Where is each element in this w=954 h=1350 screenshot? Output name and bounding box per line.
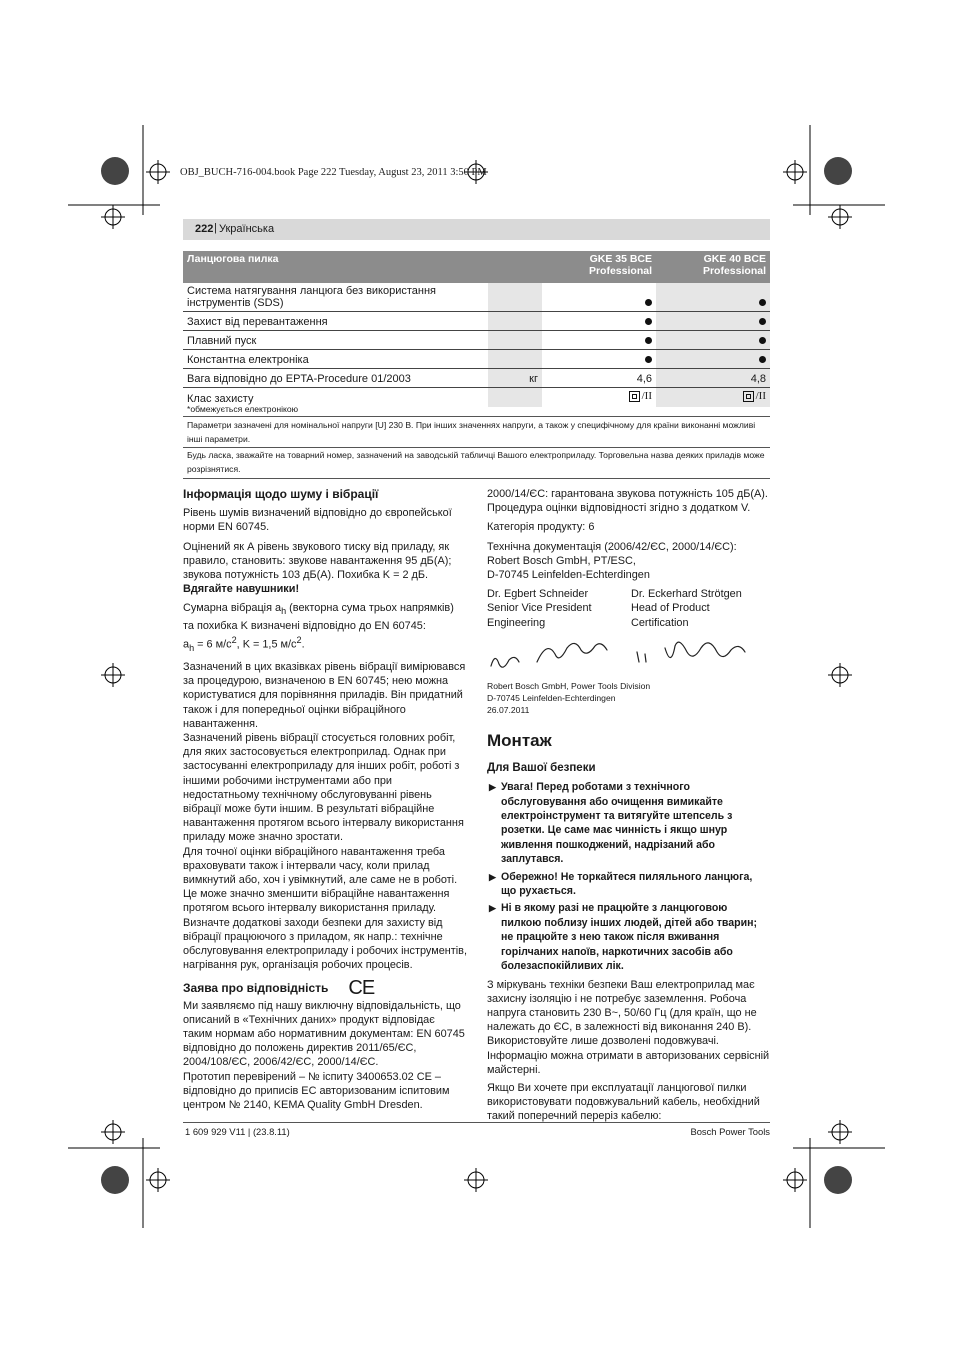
bullet-arrow-icon: ▶	[489, 871, 496, 882]
signature-image	[487, 632, 770, 682]
safety-list	[487, 780, 770, 973]
header-separator: |	[214, 222, 217, 234]
row-value-1: 4,6	[542, 369, 656, 388]
paragraph: Визначте додаткові заходи безпеки для захисту від вібрації працюючого з приладом, як напр.: технічне обслуговування електроприладу і робочих інструментів, нагрівання рук, організація робочих процесів.	[183, 916, 467, 972]
model-2-header: GKE 40 BCE Professional	[656, 251, 770, 283]
feature-dot-icon	[645, 356, 652, 363]
double-insulation-icon	[743, 391, 754, 402]
conformity-section-title: Заява про відповідність CE	[183, 977, 375, 1000]
ce-mark-icon: CE	[348, 977, 375, 1000]
paragraph: Для точної оцінки вібраційного навантаження треба враховувати також і інтервали часу, коли прилад вимкнутий або, хоч і увімкнутий, але саме не в роботі. Це може значно зменшити вібраційне навантаження протягом всього інтервалу використання приладу.	[183, 845, 458, 915]
model-1-header: GKE 35 BCE Professional	[542, 251, 656, 283]
paragraph: 2000/14/ЄС: гарантована звукова потужність 105 дБ(A). Процедура оцінки відповідності згідно з додатком V.	[487, 488, 768, 515]
paragraph: Рівень шумів визначений відповідно до європейської норми EN 60745.	[183, 507, 452, 534]
divider	[183, 416, 770, 417]
list-item: ▶ Увага! Перед роботами з технічного обслуговування або очищення вимикайте електроінструмент та витягуйте штепсель з розетки. Це саме має чинність і якщо шнур живлення пошкоджений, надрізаний або заплутався.	[489, 781, 733, 866]
footer-doc-number: 1 609 929 V11 | (23.8.11)	[185, 1126, 290, 1137]
row-value-2	[656, 283, 770, 312]
row-value-1	[542, 283, 656, 312]
feature-dot-icon	[645, 337, 652, 344]
signatory-1: Dr. Egbert Schneider Senior Vice President Engineering	[487, 588, 592, 629]
feature-dot-icon	[759, 337, 766, 344]
table-row: Клас захисту /II /II	[183, 388, 770, 407]
list-item: ▶ Ні в якому разі не працюйте з ланцюговою пилкою поблизу інших людей, дітей або тварин; не працюйте з нею також після вживання горілчаних напоїв, наркотичних засобів або болезаспокійливих лік.	[489, 902, 758, 973]
print-info-line: OBJ_BUCH-716-004.book Page 222 Tuesday, August 23, 2011 3:50 PM	[180, 167, 487, 178]
paragraph: Категорія продукту: 6	[487, 521, 595, 534]
page-header-bar	[183, 219, 770, 240]
table-footnote: *обмежується електронікою	[187, 404, 299, 414]
paragraph: Якщо Ви хочете при експлуатації ланцюгової пилки використовувати подовжувальний кабель, необхідний такий поперечний переріз кабелю:	[487, 1081, 760, 1123]
company-info: Robert Bosch GmbH, Power Tools Division D-70745 Leinfelden-Echterdingen 26.07.2011	[487, 680, 651, 715]
paragraph: Зазначений рівень вібрації стосується головних робіт, для яких застосовується електроприлад. Однак при застосуванні електроприладу для інших робіт, роботі з іншими робочими інструментами або при недостатньому технічному обслуговуванні рівень вібрації може бути іншим. В результаті вібраційне навантаження протягом всього інтервалу використання приладу може значно зростати.	[183, 732, 464, 844]
footer-brand: Bosch Power Tools	[690, 1126, 770, 1137]
spec-table-header	[183, 251, 770, 283]
row-label: Вага відповідно до EPTA-Procedure 01/2003	[183, 369, 488, 388]
paragraph: З міркувань техніки безпеки Ваш електроприлад має захисну ізоляцію і не потребує заземлення. Робоча напруга становить 230 В~, 50/60 Гц (для країн, що не належать до ЄС, в залежності від виконання 240 В). Використовуйте лише дозволені подовжувачі. Інформацію можна отримати в авторизованих сервісній майстерні.	[487, 978, 770, 1076]
signatories	[487, 587, 770, 630]
table-row	[183, 312, 770, 331]
feature-dot-icon	[645, 318, 652, 325]
spec-table	[183, 251, 770, 407]
table-row	[183, 350, 770, 369]
feature-dot-icon	[759, 356, 766, 363]
tech-doc-line: D-70745 Leinfelden-Echterdingen	[487, 569, 650, 582]
paragraph: Прототип перевірений – № іспиту 3400653.02 CE – відповідно до приписів ЕС авторизованим іспитовим центром № 2140, KEMA Quality GmbH Dresden.	[183, 1070, 450, 1112]
feature-dot-icon	[759, 299, 766, 306]
double-insulation-icon	[629, 391, 640, 402]
safety-heading: Для Вашої безпеки	[487, 762, 596, 775]
row-unit: кг	[488, 369, 542, 388]
table-note-product-number: Будь ласка, зважайте на товарний номер, зазначений на заводській табличці Вашого електроприладу. Торговельна назва деяких приладів може розрізнятися.	[187, 450, 765, 474]
row-value-2: 4,8	[656, 369, 770, 388]
row-label: Захист від перевантаження	[183, 312, 488, 331]
feature-dot-icon	[759, 318, 766, 325]
divider	[183, 478, 770, 479]
list-item: ▶ Обережно! Не торкайтеся пиляльного ланцюга, що рухається.	[489, 870, 753, 898]
tech-doc-line: Robert Bosch GmbH, PT/ESC,	[487, 554, 636, 567]
footer-divider	[183, 1122, 770, 1123]
table-row	[183, 331, 770, 350]
signatory-2: Dr. Eckerhard Strötgen Head of Product Certification	[631, 588, 742, 629]
tech-doc-line: Технічна документація (2006/42/ЄС, 2000/14/ЄС):	[487, 540, 737, 553]
page-number: 222	[195, 223, 214, 235]
table-row	[183, 369, 770, 388]
bullet-arrow-icon: ▶	[489, 903, 496, 914]
row-label: Плавний пуск	[183, 331, 488, 350]
feature-dot-icon	[645, 299, 652, 306]
handwritten-signatures	[487, 632, 770, 682]
ear-protection-warning: Вдягайте навушники!	[183, 583, 300, 596]
language-label: Українська	[219, 223, 275, 235]
vibration-paragraph: Сумарна вібрація $a_h$ (векторна сума трьох напрямків) та похибка K визначені відповідно до EN 60745: $a_h = 6$ $м/с^2$, K = 1,5 $м/с^2$.	[183, 602, 454, 653]
table-row	[183, 283, 770, 312]
table-note-voltage: Параметри зазначені для номінальної напруги [U] 230 В. При інших значеннях напруги, а також у специфічному для країни виконанні можливі інші параметри.	[187, 420, 756, 444]
bullet-arrow-icon: ▶	[489, 782, 496, 793]
montage-heading: Монтаж	[487, 730, 552, 750]
paragraph: Оцінений як А рівень звукового тиску від приладу, як правило, становить: звукове навантаження 95 дБ(A); звукова потужність 103 дБ(A). Похибка K = 2 дБ.	[183, 540, 452, 582]
row-label: Константна електроніка	[183, 350, 488, 369]
table-header-label: Ланцюгова пилка	[183, 251, 488, 283]
right-column	[487, 487, 770, 1124]
paragraph: Зазначений в цих вказівках рівень вібрації вимірювався за процедурою, визначеною в EN 60745; нею можна користуватися для порівняння приладів. Він придатний також і для попередньої оцінки вібраційного навантаження.	[183, 661, 466, 730]
left-column	[183, 487, 467, 1112]
row-label: Клас захисту	[187, 392, 254, 405]
row-label: Система натягування ланцюга без використання інструментів (SDS)	[183, 283, 488, 312]
noise-section-title: Інформація щодо шуму і вібрації	[183, 487, 379, 501]
paragraph: Ми заявляємо під нашу виключну відповідальність, що описаний в «Технічних даних» продукт відповідає таким нормам або нормативним документам: EN 60745 відповідно до положень директив 2011/65/ЄС, 2004/108/ЄС, 2006/42/ЄС, 2000/14/ЄС.	[183, 999, 465, 1069]
